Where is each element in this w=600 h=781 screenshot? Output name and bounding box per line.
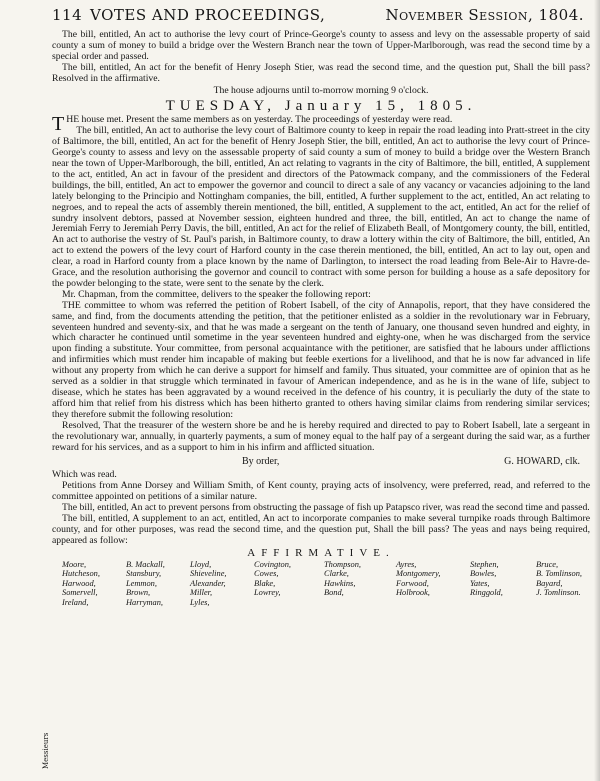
- paragraph-stier-bill: The bill, entitled, An act for the benefit of Henry Joseph Stier, was read the second time, and the question put, Shall the bill pass? Resolved in the affirmative.: [52, 61, 590, 84]
- name: Harryman,: [126, 597, 163, 607]
- name: Lyles,: [190, 597, 210, 607]
- name: Bowles,: [470, 569, 497, 579]
- name: Lloyd,: [190, 559, 212, 569]
- name: Bond,: [324, 588, 344, 598]
- paragraph-petitions: Petitions from Anne Dorsey and William Smith, of Kent county, praying acts of insolvency, were preferred, read, and referred to the committee appointed on petitions of a similar nature.: [52, 480, 590, 503]
- paragraph-turnpike-bill: The bill, entitled, A supplement to an act, entitled, An act to incorporate companies to make several turnpike roads through Baltimore county, and for other purposes, was read the second time, and the question put, Shall the bill pass? The yeas and nays being required, appeared as follow:: [52, 512, 590, 546]
- name: Ireland,: [62, 597, 89, 607]
- scan-edge-shadow: [594, 0, 600, 781]
- names-column: [536, 560, 600, 608]
- name: Bruce,: [536, 559, 559, 569]
- names-column: [396, 560, 468, 608]
- messieurs-side-label: Messieurs: [42, 732, 50, 769]
- running-title: VOTES AND PROCEEDINGS,: [90, 6, 326, 24]
- name: Covington,: [254, 559, 291, 569]
- name: Harwood,: [62, 578, 96, 588]
- paragraph-chapman: Mr. Chapman, from the committee, delivers to the speaker the following report:: [62, 288, 371, 300]
- paragraph-committee-report: THE committee to whom was referred the petition of Robert Isabell, of the city of Annapolis, report, that they have considered the same, and find, from the documents attending the petition, that the petitioner enlisted as a soldier in the revolutionary war in February, seventeen hundred and seventy-six, and that he was made a sergeant on the tenth of January, one thousand seven hundred and eighty, in which character he continued until sometime in the year seventeen hundred and eighty-one, when he was discharged from the service upon finding a substitute. Your committee, from personal acquaintance with the petitioner, are satisfied that he labours under afflictions and infirmities which must render him incapable of making but feeble exertions for a livelihood, and that he is now far advanced in life without any property from which he can derive a support for himself and family. Thus situated, your committee are of opinion that as he served as a soldier in that struggle which terminated in favour of American independence, and as he is in the wane of life, subject to disease, which he states has been aggravated by a wound received in the defence of his country, it is peculiarly the duty of the state to afford him that relief from his distress which has been hitherto granted to others having similar claims from rendering similar services; they therefore submit the following resolution:: [52, 299, 590, 420]
- name: Somervell,: [62, 588, 98, 598]
- paragraph-bridge-bill: The bill, entitled, An act to authorise the levy court of Prince-George's county to assess and levy on the assessable property of said county a sum of money to build a bridge over the Western Branch near the town of Upper-Marlborough, was read the second time by a special order and passed.: [52, 29, 590, 62]
- paragraph-resolved: Resolved, That the treasurer of the western shore be and he is hereby required and directed to pay to Robert Isabell, late a sergeant in the revolutionary war, annually, in quarterly payments, a sum of money equal to the half pay of a sergeant during the said war, as a further reward for his services, and as a support to him in his infirm and afflicted situation.: [52, 419, 590, 453]
- name: J. Tomlinson.: [536, 588, 581, 598]
- name: Hawkins,: [324, 578, 356, 588]
- names-column: [324, 560, 394, 608]
- signature-line: [52, 457, 590, 468]
- scan-margin: [0, 0, 40, 781]
- name: Clarke,: [324, 569, 349, 579]
- name: Stansbury,: [126, 569, 162, 579]
- affirmative-names: [62, 560, 590, 608]
- name: Hutcheson,: [62, 569, 100, 579]
- names-column: [254, 560, 322, 608]
- names-column: [470, 560, 534, 608]
- paragraph-bills-sent: The bill, entitled, An act to authorise the levy court of Baltimore county to keep in repair the road leading into Pratt-street in the city of Baltimore, the bill, entitled, An act for the benefit of Henry Joseph Stier, the bill, entitled, An act to authorise the levy court of Prince-George's county to assess and levy on the assessable property of said county a sum of money to build a bridge over the Western Branch near the town of Upper-Marlborough, the bill, entitled, An act relating to vagrants in the city of Baltimore, the bill, entitled, A supplement to the act, entitled, An act in favour of the president and directors of the Patowmack company, and the commissioners of the Federal buildings, the bill, entitled, An act to empower the governor and council to direct a sale of any vacancy or vacancies adjoining to the land lately belonging to the Principio and Nottingham companies, the bill, entitled, A further supplement to the act, entitled, An act relating to negroes, and to repeal the acts of assembly therein mentioned, the bill, entitled, A supplement to the act, entitled, An act for the relief of sundry insolvent debtors, passed at November session, eighteen hundred and three, the bill, entitled, An act to change the name of Jeremiah Ferry to Jeremiah Perry Davis, the bill, entitled, An act for the relief of Elizabeth Beall, of Montgomery county, the bill, entitled, An act to authorise the vestry of St. Paul's parish, in Baltimore county, to draw a lottery within the city of Baltimore, the bill, entitled, An act to extend the powers of the levy court of Harford county in the case therein mentioned, the bill, entitled, An act to lay out, open and clear, a road in Harford county from a place known by the name of Darlington, to intersect the road leading from Bele-Air to Havre-de-Grace, and the resolution authorising the governor and council to contract with some person for building a house as a safe depository for the powder belonging to the state, were sent to the senate by the clerk.: [52, 125, 590, 289]
- session-label: November Session, 1804.: [385, 6, 584, 24]
- names-column: [62, 560, 124, 608]
- name: Blake,: [254, 578, 276, 588]
- name: Brown,: [126, 588, 151, 598]
- affirmative-heading: AFFIRMATIVE.: [247, 546, 395, 559]
- paragraph-fish-bill: The bill, entitled, An act to prevent persons from obstructing the passage of fish up Patapsco river, was read the second time and passed.: [62, 502, 590, 514]
- name: Alexander,: [190, 578, 226, 588]
- name: Bayard,: [536, 578, 563, 588]
- name: Thompson,: [324, 559, 361, 569]
- paragraph-which-read: Which was read.: [52, 469, 117, 481]
- name: B. Tomlinson,: [536, 569, 582, 579]
- names-column: [190, 560, 252, 608]
- by-order: By order,: [242, 456, 280, 468]
- page-header: [52, 6, 592, 28]
- name: Miller,: [190, 588, 213, 598]
- name: Forwood,: [396, 578, 429, 588]
- clerk-name: G. HOWARD, clk.: [504, 456, 580, 468]
- name: Shieveline,: [190, 569, 227, 579]
- name: Yates,: [470, 578, 490, 588]
- name: Lemmon,: [126, 578, 157, 588]
- adjournment-note: The house adjourns until to-morrow morning 9 o'clock.: [213, 84, 429, 96]
- name: Lowrey,: [254, 588, 281, 598]
- drop-cap: T: [52, 113, 65, 136]
- name: Holbrook,: [396, 588, 430, 598]
- names-column: [126, 560, 188, 608]
- name: Cowes,: [254, 569, 279, 579]
- name: Moore,: [62, 559, 87, 569]
- name: Ringgold,: [470, 588, 503, 598]
- page-number: 114: [52, 6, 83, 24]
- name: Montgomery,: [396, 569, 441, 579]
- dateline: TUESDAY, January 15, 1805.: [165, 98, 477, 115]
- name: Ayres,: [396, 559, 417, 569]
- name: B. Mackall,: [126, 559, 165, 569]
- name: Stephen,: [470, 559, 499, 569]
- house-met-text: HE house met. Present the same members as on yesterday. The proceedings of yesterday were read.: [66, 114, 453, 126]
- body-text: [52, 30, 590, 608]
